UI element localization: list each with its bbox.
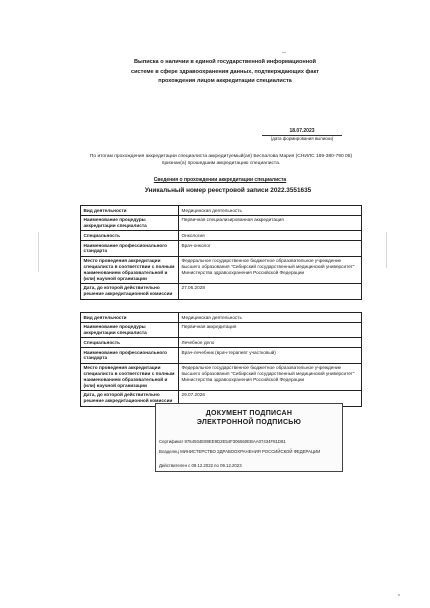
- table-row: [81, 338, 362, 348]
- stamp-title: [156, 409, 342, 427]
- row-value: Федеральное государственное бюджетное образовательное учреждение высшего образования "Сибирский государственный медицинский университет" Министерства здравоохранения Российской Федерации: [179, 363, 362, 390]
- row-value: Федеральное государственное бюджетное образовательное учреждение высшего образования "Сибирский государственный медицинский университет" Министерства здравоохранения Российской Федерации: [179, 256, 362, 283]
- table-row: [81, 256, 362, 283]
- header-line-3: прохождения лицом аккредитации специалиста: [158, 78, 292, 84]
- accreditation-table-2: [80, 312, 362, 407]
- row-value: 27.06.2028: [179, 283, 362, 299]
- table-row: [81, 206, 362, 216]
- row-value: Лечебное дело: [179, 338, 362, 348]
- row-value: 29.07.2026: [179, 390, 362, 406]
- accreditation-result: [88, 153, 354, 168]
- scan-speck: [282, 52, 286, 53]
- table-row: [81, 313, 362, 323]
- electronic-signature-stamp: [155, 403, 343, 472]
- stamp-title-line-1: ДОКУМЕНТ ПОДПИСАН: [205, 410, 293, 417]
- header-line-1: Выписка о наличии в единой государственной информационной: [134, 59, 316, 65]
- accreditation-table-1: [80, 205, 362, 300]
- registry-number: Уникальный номер реестровой записи 2022.3551635: [144, 187, 312, 194]
- date-block: [262, 128, 342, 141]
- row-label: Дата, до которой действительно решение аккредитационной комиссии: [81, 390, 179, 406]
- stamp-owner: Владелец МИНИСТЕРСТВО ЗДРАВООХРАНЕНИЯ РОССИЙСКОЙ ФЕДЕРАЦИИ: [159, 449, 321, 454]
- section-title: Сведения о прохождении аккредитации специалиста: [153, 177, 287, 183]
- row-label: Место проведения аккредитации специалиста в соответствии с полным наименованием образовательной и (или) научной организации: [81, 256, 179, 283]
- table-row: [81, 215, 362, 231]
- row-value: Медицинская деятельность: [179, 206, 362, 216]
- row-label: Дата, до которой действительно решение аккредитационной комиссии: [81, 283, 179, 299]
- table-row: [81, 322, 362, 338]
- table-row: [81, 363, 362, 390]
- row-value: Онкология: [179, 231, 362, 241]
- stamp-title-line-2: ЭЛЕКТРОННОЙ ПОДПИСЬЮ: [196, 419, 302, 426]
- row-value: Врач-лечебник (врач-терапевт участковый): [179, 348, 362, 364]
- table-row: [81, 348, 362, 364]
- row-value: Первичная аккредитация: [179, 322, 362, 338]
- row-label: Наименование процедуры аккредитации специалиста: [81, 215, 179, 231]
- header-line-2: системе в сфере здравоохранения данных, подтверждающих факт: [130, 68, 320, 75]
- result-line-2: признан(а) прошедшим аккредитацию специалиста.: [161, 161, 281, 167]
- scan-artifact: [386, 232, 387, 268]
- stamp-certificate: Сертификат 9754934E89EE9D2E54F306560EBAA07434F81D81: [159, 439, 286, 444]
- row-label: Вид деятельности: [81, 206, 179, 216]
- table-row: [81, 231, 362, 241]
- result-line-1: По итогам прохождения аккредитации специалиста аккредитуемый(ая) Беспалова Мария (СНИЛС 169-380-790 08): [89, 154, 353, 159]
- scan-speck: [398, 594, 400, 596]
- row-value: Первичная специализированная аккредитация: [179, 215, 362, 231]
- row-label: Наименование профессионального стандарта: [81, 241, 179, 257]
- scan-artifact: [38, 232, 39, 272]
- row-label: Специальность: [81, 231, 179, 241]
- row-label: Наименование профессионального стандарта: [81, 348, 179, 364]
- table-row: [81, 283, 362, 299]
- row-value: Медицинская деятельность: [179, 313, 362, 323]
- row-label: Место проведения аккредитации специалиста в соответствии с полным наименованием образовательной и (или) научной организации: [81, 363, 179, 390]
- row-value: Врач-онколог: [179, 241, 362, 257]
- row-label: Специальность: [81, 338, 179, 348]
- date-caption: (дата формирования выписки): [270, 136, 334, 141]
- issue-date: 18.07.2023: [289, 128, 315, 134]
- row-label: Наименование процедуры аккредитации специалиста: [81, 322, 179, 338]
- table-row: [81, 241, 362, 257]
- row-label: Вид деятельности: [81, 313, 179, 323]
- document-header: [110, 58, 340, 87]
- stamp-validity: Действителен с 09.12.2022 по 09.12.2023: [159, 463, 242, 468]
